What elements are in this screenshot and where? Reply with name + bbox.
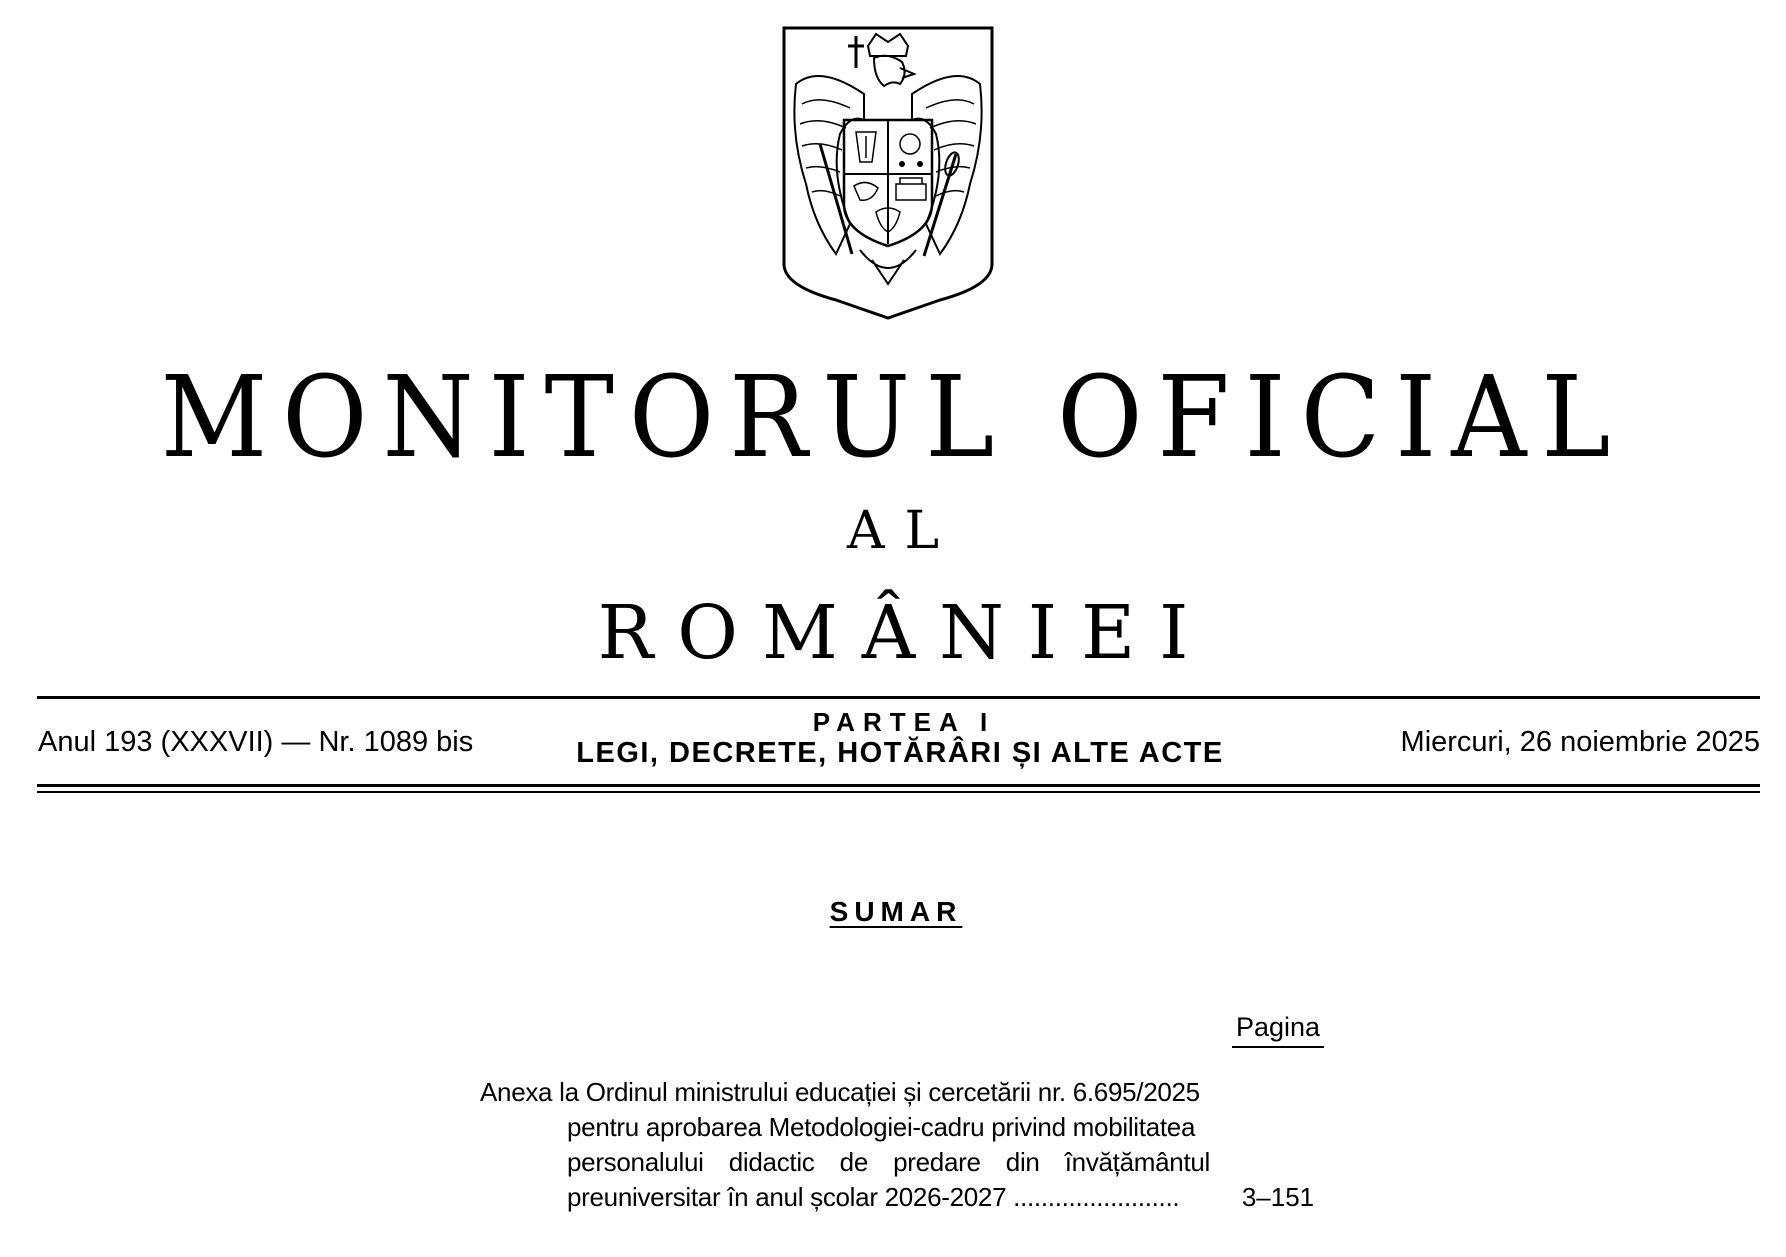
summary-entry[interactable] (480, 1075, 1210, 1215)
part-subtitle: LEGI, DECRETE, HOTĂRÂRI ȘI ALTE ACTE (576, 737, 1224, 769)
publication-subtitle-country: ROMÂNIEI (597, 590, 1213, 676)
summary-entry-line: preuniversitar în anul școlar 2026-2027 ........................ (567, 1182, 1180, 1212)
emblem-crown (868, 34, 908, 56)
publication-subtitle-al: AL (846, 501, 960, 561)
summary-entry-word: personalului (567, 1147, 704, 1177)
summary-entry-word: de (839, 1147, 868, 1177)
summary-entry-word: didactic (728, 1147, 815, 1177)
summary-entry-line: Anexa la Ordinul ministrului educației și cercetării nr. 6.695/2025 (480, 1077, 1200, 1107)
romanian-coat-of-arms-icon (780, 24, 996, 322)
summary-heading-text: SUMAR (829, 896, 963, 927)
publication-title: MONITORUL OFICIAL (160, 353, 1626, 483)
summary-entry-line: pentru aprobarea Metodologiei-cadru privind mobilitatea (567, 1112, 1196, 1142)
issue-date: Miercuri, 26 noiembrie 2025 (1400, 726, 1760, 758)
part-label: PARTEA I (812, 707, 996, 737)
summary-entry-word: predare (893, 1147, 981, 1177)
summary-entry-line-justified (480, 1145, 1210, 1180)
issue-number: Anul 193 (XXXVII) — Nr. 1089 bis (38, 726, 474, 758)
summary-entry-word: învățământul (1064, 1147, 1210, 1177)
masthead-bottom-rule (37, 784, 1760, 787)
masthead-bottom-rule-double (37, 791, 1760, 793)
emblem-cross (848, 36, 864, 68)
summary-entry-pages: 3–151 (1241, 1182, 1315, 1212)
part-block (520, 709, 1280, 769)
summary-heading (0, 896, 1786, 928)
emblem-eagle-head (874, 56, 905, 86)
page-column-label: Pagina (1232, 1012, 1324, 1048)
masthead-top-rule (37, 696, 1760, 699)
emblem-tail (860, 250, 916, 284)
summary-entry-word: din (1005, 1147, 1040, 1177)
